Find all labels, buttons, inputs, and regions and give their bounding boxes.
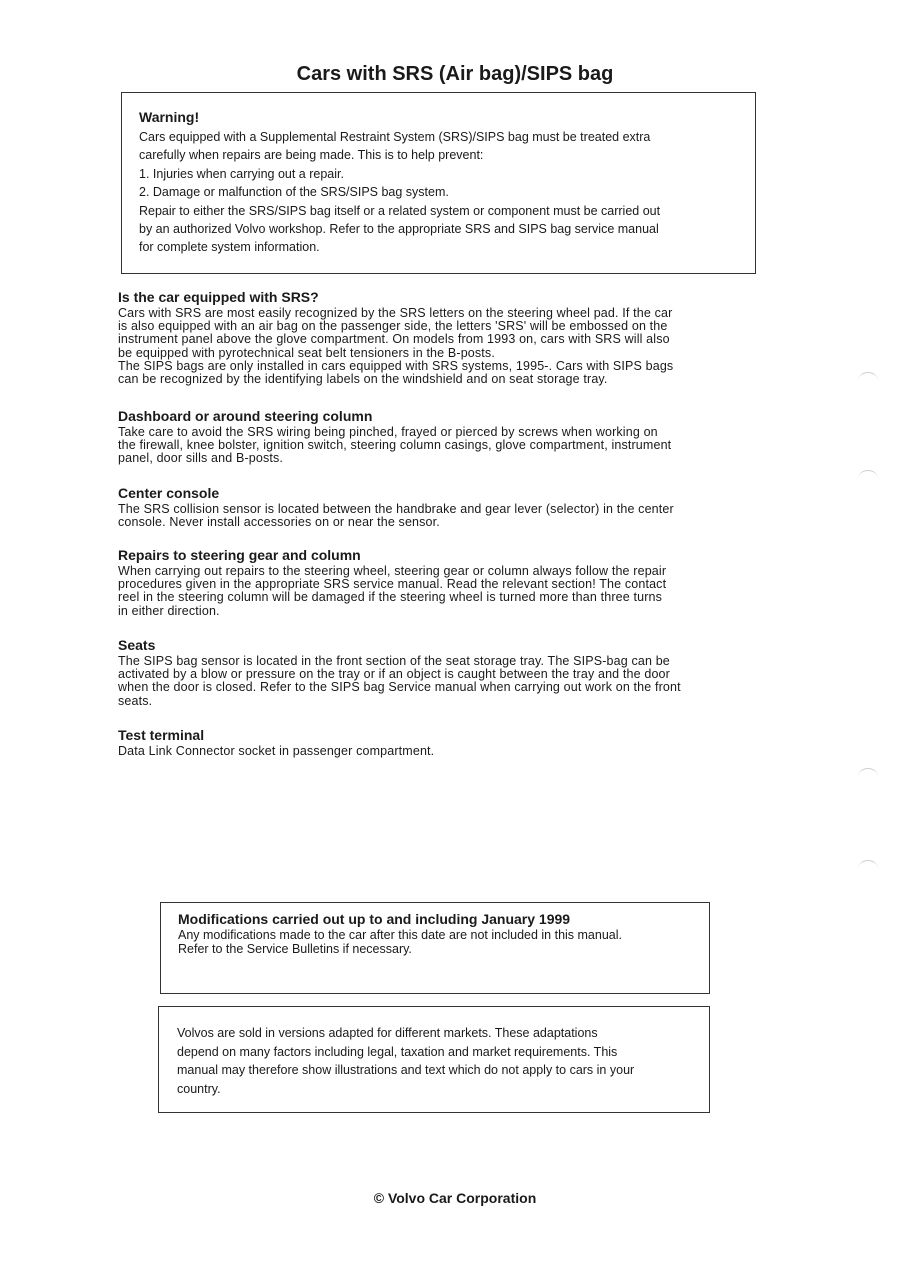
modifications-heading: Modifications carried out up to and including January 1999 [178,911,571,927]
markets-line: Volvos are sold in versions adapted for different markets. These adaptations [177,1026,598,1040]
warning-line: carefully when repairs are being made. This is to help prevent: [139,148,484,163]
section-line: is also equipped with an air bag on the passenger side, the letters 'SRS' will be embossed on the [118,319,668,334]
binding-hole-mark [858,372,878,389]
warning-line: for complete system information. [139,240,320,255]
warning-line: Repair to either the SRS/SIPS bag itself or a related system or component must be carried out [139,203,661,218]
section-line: instrument panel above the glove compartment. On models from 1993 on, cars with SRS will also [118,332,670,347]
section-center-console [118,485,758,529]
copyright-footer: © Volvo Car Corporation [373,1190,537,1206]
modifications-line: Any modifications made to the car after this date are not included in this manual. [178,928,622,942]
section-heading: Test terminal [118,727,205,743]
section-heading: Seats [118,637,156,653]
section-line: The SIPS bags are only installed in cars equipped with SRS systems, 1995-. Cars with SIPS bags [118,358,674,373]
warning-line: 2. Damage or malfunction of the SRS/SIPS bag system. [139,185,449,200]
section-dashboard [118,408,758,466]
warning-line: Cars equipped with a Supplemental Restraint System (SRS)/SIPS bag must be treated extra [139,130,651,144]
section-line: The SIPS bag sensor is located in the front section of the seat storage tray. The SIPS-bag can be [118,654,670,668]
section-test-terminal [118,727,758,758]
section-line: panel, door sills and B-posts. [118,451,284,466]
modifications-line: Refer to the Service Bulletins if necessary. [178,941,412,956]
section-line: when the door is closed. Refer to the SIPS bag Service manual when carrying out work on the front [118,680,681,695]
page-title: Cars with SRS (Air bag)/SIPS bag [296,63,614,85]
binding-hole-mark [858,470,878,487]
section-heading: Center console [118,485,220,501]
section-line: activated by a blow or pressure on the tray or if an object is caught between the tray and the door [118,667,670,682]
section-srs-equipped [118,289,758,386]
section-line: Take care to avoid the SRS wiring being pinched, frayed or pierced by screws when working on [118,425,658,439]
section-heading: Is the car equipped with SRS? [118,289,319,305]
section-line: reel in the steering column will be damaged if the steering wheel is turned more than three turns [118,590,663,605]
section-line: The SRS collision sensor is located between the handbrake and gear lever (selector) in the center [118,502,674,516]
section-line: seats. [118,693,153,708]
warning-line: by an authorized Volvo workshop. Refer to the appropriate SRS and SIPS bag service manual [139,222,659,237]
section-line: the firewall, knee bolster, ignition switch, steering column casings, glove compartment, instrument [118,438,672,453]
warning-box [121,92,756,274]
warning-line: 1. Injuries when carrying out a repair. [139,166,344,181]
warning-heading: Warning! [139,109,200,125]
binding-hole-mark [858,768,878,785]
section-line: in either direction. [118,603,220,618]
section-line: console. Never install accessories on or near the sensor. [118,515,440,530]
section-line: When carrying out repairs to the steering wheel, steering gear or column always follow the repair [118,564,667,578]
section-line: can be recognized by the identifying labels on the windshield and on seat storage tray. [118,372,608,387]
modifications-box [160,902,710,994]
section-line: be equipped with pyrotechnical seat belt tensioners in the B-posts. [118,345,495,360]
markets-line: manual may therefore show illustrations and text which do not apply to cars in your [177,1063,635,1078]
markets-box [158,1006,710,1113]
binding-hole-mark [858,860,878,877]
section-seats [118,637,758,708]
section-line: Data Link Connector socket in passenger compartment. [118,744,435,758]
section-line: Cars with SRS are most easily recognized by the SRS letters on the steering wheel pad. If the car [118,306,673,320]
section-steering-gear [118,547,758,618]
markets-line: country. [177,1081,221,1096]
section-heading: Repairs to steering gear and column [118,547,361,563]
markets-line: depend on many factors including legal, taxation and market requirements. This [177,1044,618,1059]
section-line: procedures given in the appropriate SRS service manual. Read the relevant section! The contact [118,577,667,592]
section-heading: Dashboard or around steering column [118,408,373,424]
